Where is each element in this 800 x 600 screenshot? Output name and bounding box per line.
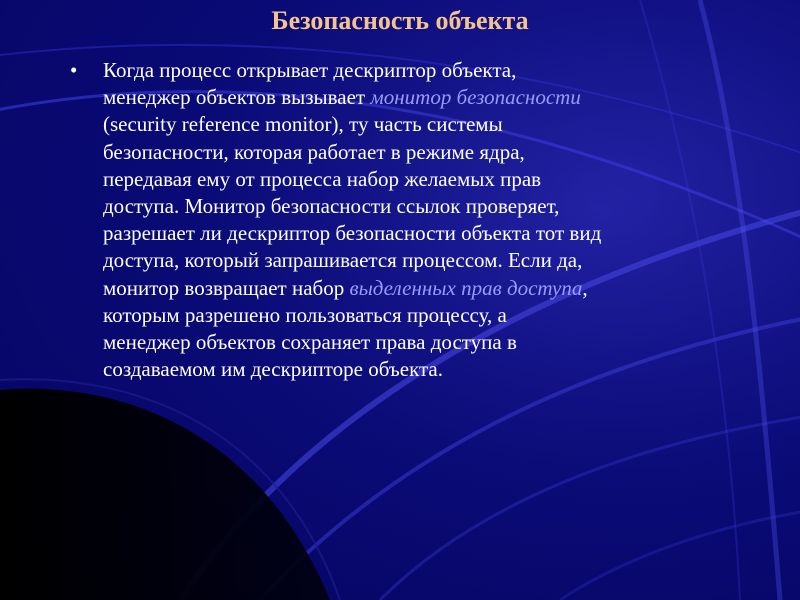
paragraph-line-2-text: менеджер объектов вызывает (103, 85, 371, 110)
bullet-item (70, 57, 750, 383)
bullet-marker: • (70, 58, 78, 82)
paragraph-line-6: доступа. Монитор безопасности ссылок проверяет, (103, 194, 560, 219)
paragraph-line-2 (103, 84, 750, 111)
paragraph-line-5: передавая ему от процесса набор желаемых прав (103, 166, 542, 191)
paragraph-line-9-text: монитор возвращает набор (103, 275, 350, 300)
paragraph-line-7: разрешает ли дескриптор безопасности объекта тот вид (103, 221, 602, 246)
paragraph-line-4: безопасности, которая работает в режиме ядра, (103, 139, 525, 164)
paragraph-line-11: менеджер объектов сохраняет права доступа в (103, 330, 517, 355)
term-granted-access-rights: выделенных прав доступа (349, 275, 583, 300)
slide-body (70, 57, 750, 383)
paragraph-line-9 (103, 275, 750, 302)
term-security-monitor: монитор безопасности (370, 85, 581, 110)
slide-title: Безопасность объекта (271, 6, 529, 35)
paragraph-line-3: (security reference monitor), ту часть системы (103, 112, 503, 137)
paragraph-line-10: которым разрешено пользоваться процессу, а (103, 302, 507, 327)
paragraph-line-9-comma: , (582, 275, 588, 300)
paragraph-line-1: Когда процесс открывает дескриптор объекта, (103, 58, 517, 82)
paragraph-line-12: создаваемом им дескрипторе объекта. (103, 357, 443, 382)
paragraph-line-8: доступа, который запрашивается процессом. Если да, (103, 248, 583, 273)
